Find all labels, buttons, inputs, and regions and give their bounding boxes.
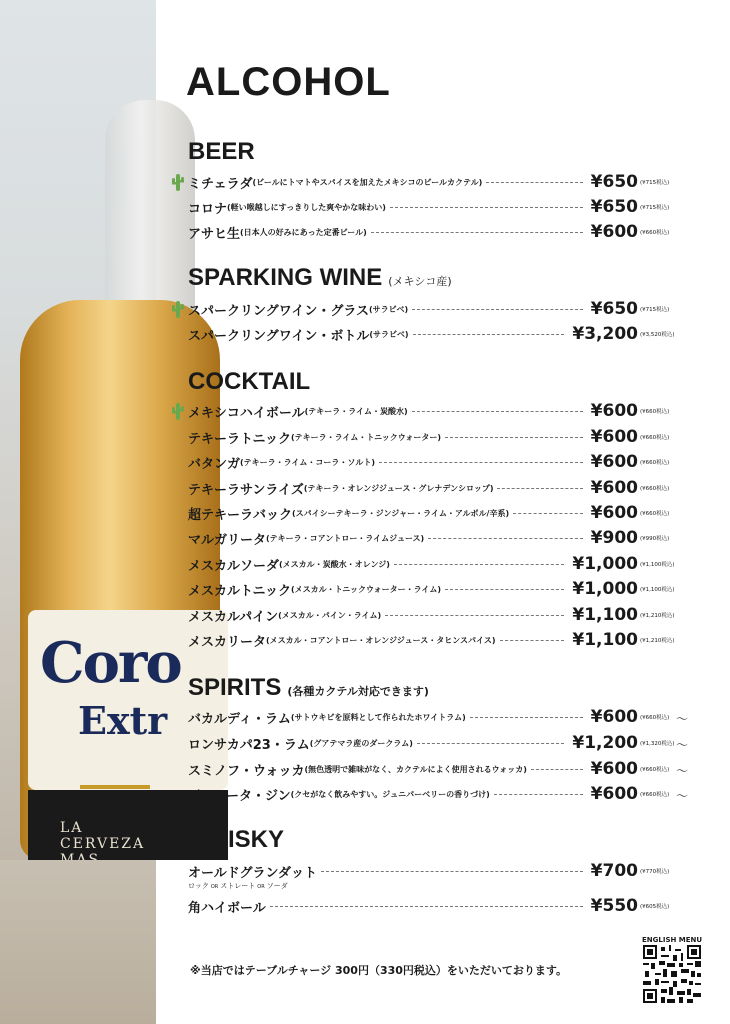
item-tax: (¥660税込) (640, 511, 670, 517)
item-name: オールドグランダット (188, 865, 317, 881)
section-title-spirits: SPIRITS (各種カクテル対応できます) (188, 674, 429, 701)
item-price: ¥1,200 (572, 733, 638, 753)
item-name: ロンサカパ23・ラム (188, 737, 310, 753)
item-tax: (¥660税込) (640, 486, 670, 492)
section-note: (メキシコ産) (388, 275, 452, 288)
item-price: ¥600 (590, 222, 638, 242)
item-name: マルガリータ (188, 532, 267, 548)
bottle-label-extra: Extr (78, 698, 168, 743)
cactus-icon (171, 300, 185, 318)
table-charge-note: ※当店ではテーブルチャージ 300円（330円税込）をいただいております。 (190, 964, 568, 977)
menu-item (188, 629, 675, 651)
menu-item (188, 477, 670, 499)
item-price: ¥600 (590, 503, 638, 523)
menu-item (188, 578, 675, 600)
item-desc: (軽い喉越しにすっきりした爽やかな味わい) (227, 202, 386, 212)
menu-item (188, 527, 670, 549)
hero-photo-corona-bottle (0, 0, 181, 1024)
section-note: (各種カクテル対応できます) (287, 685, 429, 698)
item-desc: (サラビベ) (369, 329, 409, 339)
cactus-icon (171, 173, 185, 191)
tilde-mark: 〜 (676, 764, 689, 778)
tilde-mark: 〜 (676, 789, 689, 803)
item-price: ¥3,200 (572, 324, 638, 344)
item-price: ¥1,100 (572, 630, 638, 650)
item-tax: (¥660税込) (640, 715, 670, 721)
item-price: ¥650 (590, 172, 638, 192)
menu-item (188, 171, 670, 193)
menu-item (188, 196, 670, 218)
item-price: ¥600 (590, 478, 638, 498)
leader-line (428, 538, 582, 539)
menu-item (188, 451, 670, 473)
menu-item (188, 758, 689, 780)
leader-line (500, 640, 565, 641)
bottle-band-text: LA CERVEZA (60, 820, 146, 852)
item-desc: (日本人の好みにあった定番ビール) (240, 227, 367, 237)
item-tax: (¥660税込) (640, 435, 670, 441)
menu-item (188, 860, 670, 882)
item-price: ¥600 (590, 707, 638, 727)
item-price: ¥600 (590, 401, 638, 421)
section-title-beer: BEER (188, 138, 255, 165)
item-name: スパークリングワイン・グラス (188, 303, 369, 319)
item-tax: (¥990税込) (640, 536, 670, 542)
item-desc: (メスカル・コアントロー・オレンジジュース・タヒンスパイス) (266, 635, 496, 645)
leader-line (321, 871, 583, 872)
item-price: ¥1,100 (572, 605, 638, 625)
leader-line (497, 488, 582, 489)
item-price: ¥900 (590, 528, 638, 548)
menu-item (188, 426, 670, 448)
section-title-whisky: WHISKY (188, 826, 284, 853)
menu-item (188, 400, 670, 422)
item-desc: (テキーラ・オレンジジュース・グレナデンシロップ) (303, 483, 494, 493)
item-desc: (メスカル・トニックウォーター・ライム) (290, 584, 442, 594)
leader-line (412, 411, 583, 412)
item-name: スパークリングワイン・ボトル (188, 328, 370, 344)
item-desc: (ビールにトマトやスパイスを加えたメキシコのビールカクテル) (252, 177, 483, 187)
leader-line (412, 309, 583, 310)
section-title-cocktail: COCKTAIL (188, 368, 311, 395)
item-price: ¥1,000 (572, 579, 638, 599)
item-desc: (クセがなく飲みやすい。ジュニパーベリーの香りづけ) (290, 789, 490, 799)
item-price: ¥700 (590, 861, 638, 881)
item-desc: (無色透明で雑味がなく、カクテルによく使用されるウォッカ) (304, 764, 527, 774)
leader-line (270, 906, 583, 907)
item-price: ¥600 (590, 784, 638, 804)
item-desc: (メスカル・パイン・ライム) (278, 610, 382, 620)
item-tax: (¥660税込) (640, 767, 670, 773)
item-price: ¥600 (590, 452, 638, 472)
tilde-mark: 〜 (676, 712, 689, 726)
item-name: メスカリータ (188, 634, 267, 650)
qr-code-icon[interactable] (643, 945, 701, 1003)
item-desc: (サトウキビを原料として作られたホワイトラム) (290, 712, 466, 722)
item-name: メスカルパイン (188, 609, 279, 625)
item-tax: (¥1,320税込) (640, 741, 675, 747)
menu-item (188, 323, 675, 345)
menu-item (188, 604, 675, 626)
item-name: メスカルソーダ (188, 558, 280, 574)
item-desc: (テキーラ・ライム・トニックウォーター) (290, 432, 442, 442)
item-price: ¥550 (590, 896, 638, 916)
item-name: コロナ (188, 201, 228, 217)
leader-line (531, 769, 583, 770)
menu-item (188, 732, 689, 754)
menu-item (188, 298, 670, 320)
item-name: 角ハイボール (188, 900, 266, 916)
menu-item (188, 895, 670, 917)
item-tax: (¥605税込) (640, 904, 670, 910)
page-title: ALCOHOL (186, 60, 391, 104)
leader-line (390, 207, 583, 208)
english-menu-label: ENGLISH MENU (642, 936, 703, 944)
item-tax: (¥1,100税込) (640, 562, 675, 568)
item-name: テキーラトニック (188, 431, 291, 447)
item-name: アサヒ生 (188, 226, 241, 242)
menu-item (188, 783, 689, 805)
item-desc: (テキーラ・ライム・炭酸水) (304, 406, 408, 416)
item-desc: (グアテマラ産のダークラム) (309, 738, 413, 748)
item-name: 超テキーラバック (188, 507, 293, 523)
item-tax: (¥1,210税込) (640, 638, 675, 644)
leader-line (413, 334, 565, 335)
menu-item (188, 553, 675, 575)
item-tax: (¥660税込) (640, 460, 670, 466)
leader-line (513, 513, 583, 514)
item-desc: (サラビベ) (368, 304, 409, 314)
leader-line (445, 437, 583, 438)
item-desc: (スパイシーテキーラ・ジンジャー・ライム・アルボル/辛系) (292, 508, 510, 518)
item-tax: (¥715税込) (640, 205, 670, 211)
item-name: バカルディ・ラム (188, 711, 291, 727)
leader-line (486, 182, 582, 183)
section-title-sparkling: SPARKING WINE (メキシコ産) (188, 264, 452, 291)
item-tax: (¥1,100税込) (640, 587, 675, 593)
item-tax: (¥660税込) (640, 230, 670, 236)
item-tax: (¥1,210税込) (640, 613, 675, 619)
item-name: ミチェラダ (188, 176, 253, 192)
leader-line (379, 462, 583, 463)
item-price: ¥600 (590, 759, 638, 779)
item-tax: (¥770税込) (640, 869, 670, 875)
item-name: メキシコハイボール (188, 405, 305, 421)
item-tax: (¥660税込) (640, 792, 670, 798)
menu-item (188, 502, 670, 524)
item-tax: (¥660税込) (640, 409, 670, 415)
item-desc: (テキーラ・ライム・コーラ・ソルト) (240, 457, 376, 467)
item-tax: (¥715税込) (640, 180, 670, 186)
leader-line (494, 794, 583, 795)
item-desc: (メスカル・炭酸水・オレンジ) (279, 559, 390, 569)
item-tax: (¥3,520税込) (640, 332, 675, 338)
item-desc: (テキーラ・コアントロー・ライムジュース) (266, 533, 425, 543)
leader-line (385, 615, 564, 616)
item-name: ビフィータ・ジン (188, 788, 291, 804)
leader-line (394, 564, 564, 565)
item-name: スミノフ・ウォッカ (188, 763, 305, 779)
leader-line (417, 743, 564, 744)
item-name: バタンガ (188, 456, 241, 472)
item-price: ¥650 (590, 197, 638, 217)
item-name: メスカルトニック (188, 583, 291, 599)
cactus-icon (171, 402, 185, 420)
item-price: ¥600 (590, 427, 638, 447)
item-tax: (¥715税込) (640, 307, 670, 313)
leader-line (371, 232, 583, 233)
item-name: テキーラサンライズ (188, 482, 304, 498)
item-price: ¥1,000 (572, 554, 638, 574)
menu-item (188, 706, 689, 728)
menu-item (188, 221, 670, 243)
sand (0, 860, 156, 1024)
tilde-mark: 〜 (676, 738, 689, 752)
serve-options: ロック OR ストレート OR ソーダ (188, 882, 288, 890)
leader-line (445, 589, 564, 590)
bottle-label-brand: Coro (40, 630, 181, 696)
crown-icon (80, 755, 150, 789)
leader-line (470, 717, 583, 718)
item-price: ¥650 (590, 299, 638, 319)
